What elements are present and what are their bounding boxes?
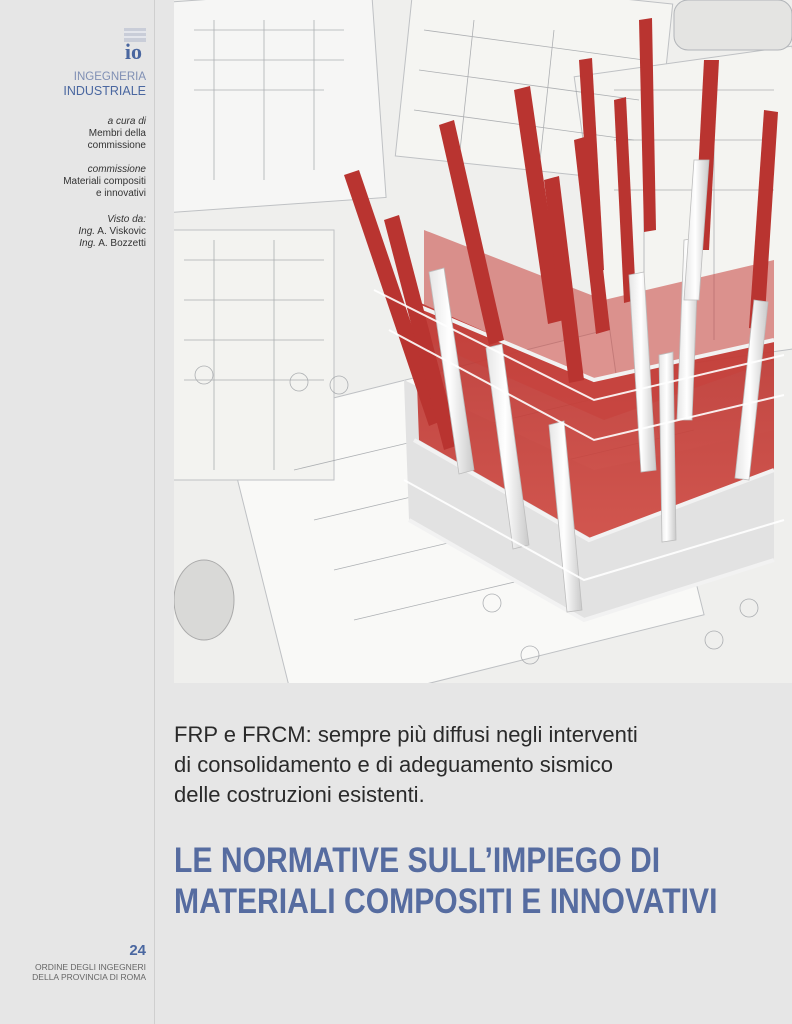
publisher-line-1: ORDINE DEGLI INGEGNERI: [35, 962, 146, 972]
curated-label: a cura di: [107, 116, 146, 127]
hero-image: [174, 0, 792, 683]
reviewer-2: [78, 238, 146, 250]
subtitle-line-3: delle costruzioni esistenti.: [174, 782, 425, 807]
blueprint-structure-illustration: [174, 0, 792, 683]
page-number: 24: [129, 942, 146, 959]
article-subtitle: [174, 720, 754, 810]
reviewer-1-prefix: Ing.: [78, 226, 96, 237]
curated-line-1: Membri della: [88, 128, 146, 139]
section-line-2: INDUSTRIALE: [63, 84, 146, 98]
magazine-logo: [112, 28, 146, 62]
reviewer-1-name: A. Viskovic: [95, 226, 146, 237]
curated-by: [88, 116, 146, 152]
publisher-line-2: DELLA PROVINCIA DI ROMA: [32, 972, 146, 982]
reviewer-2-prefix: Ing.: [79, 238, 96, 249]
subtitle-line-2: di consolidamento e di adeguamento sismico: [174, 752, 614, 777]
commission: [63, 164, 146, 200]
reviewed-label: Visto da:: [107, 214, 146, 225]
title-line-2: MATERIALI COMPOSITI E INNOVATIVI: [174, 882, 718, 921]
publisher: [32, 962, 146, 982]
logo-text: io: [124, 39, 142, 62]
reviewed-by: [78, 214, 146, 250]
section-line-1: INGEGNERIA: [73, 71, 146, 83]
commission-label: commissione: [87, 164, 146, 175]
curated-line-2: commissione: [87, 140, 146, 151]
reviewer-1: [78, 226, 146, 238]
article-title: [174, 840, 718, 922]
subtitle-line-1: FRP e FRCM: sempre più diffusi negli interventi: [174, 722, 638, 747]
section-label: [63, 70, 146, 98]
commission-line-2: e innovativi: [95, 188, 146, 199]
commission-line-1: Materiali compositi: [63, 176, 146, 187]
title-line-1: LE NORMATIVE SULL’IMPIEGO DI: [174, 841, 661, 880]
reviewer-2-name: A. Bozzetti: [95, 238, 146, 249]
sidebar: [0, 0, 155, 1024]
